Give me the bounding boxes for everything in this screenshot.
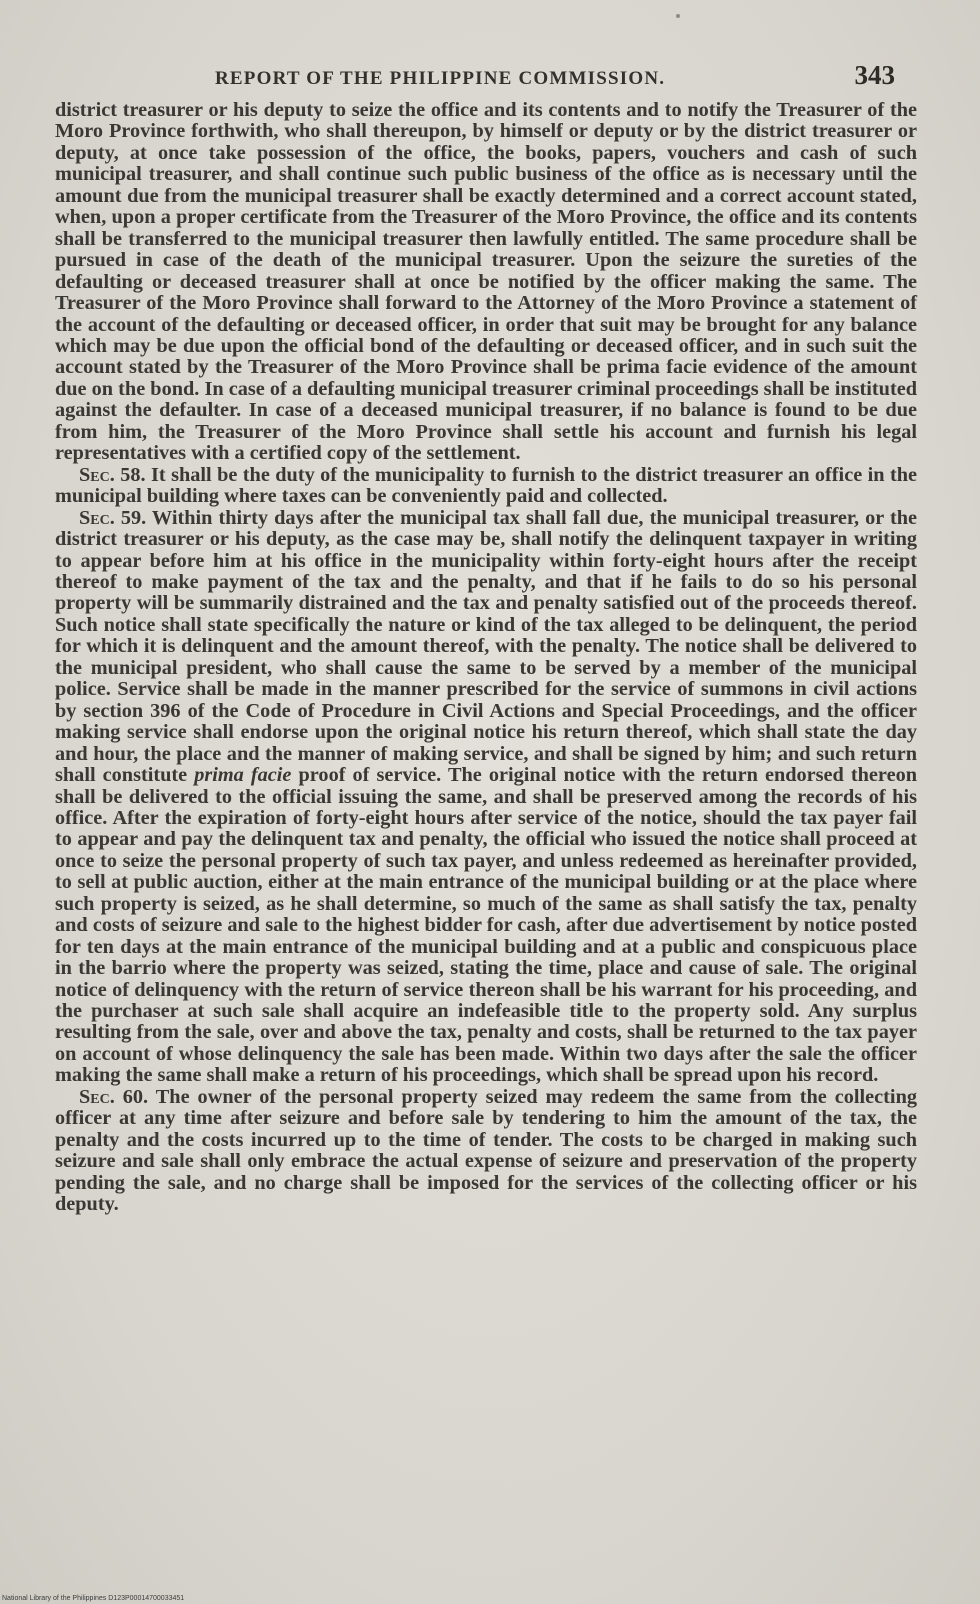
section-59 [55, 508, 917, 1087]
page-number: 343 [854, 60, 895, 90]
section-label: Sec. 59. [79, 506, 147, 529]
body-text [55, 100, 917, 1216]
library-credit: National Library of the Philippines [2, 1595, 107, 1602]
section-60 [55, 1087, 917, 1216]
section-label: Sec. 58. [79, 463, 146, 486]
section-text: proof of service. The original notice with the return endorsed thereon shall be delivered to the official issuing the same, and shall be preserved among the records of his office. After the expiration of forty-eight hours after service of the notice, should the tax payer fail to appear and pay the delinquent tax and penalty, the official who issued the notice shall proceed at once to seize the personal property of such tax payer, and unless redeemed as hereinafter provided, to sell at public auction, either at the main entrance of the municipal building or at the place where such property is seized, as he shall determine, so much of the same as shall satisfy the tax, penalty and costs of seizure and sale to the highest bidder for cash, after due advertisement by notice posted for ten days at the main entrance of the municipal building and at a public and conspicuous place in the barrio where the property was seized, stating the time, place and cause of sale. The original notice of delinquency with the return of service thereon shall be his warrant for his proceeding, and the purchaser at such sale shall acquire an indefeasible title to the property sold. Any surplus resulting from the sale, over and above the tax, penalty and costs, shall be returned to the tax payer on account of whose delinquency the sale has been made. Within two days after the sale the officer making the same shall make a return of his proceedings, which shall be spread upon his record. [55, 764, 917, 1087]
section-text: Within thirty days after the municipal tax shall fall due, the municipal treasurer, or the district treasurer or his deputy, as the case may be, shall notify the delinquent taxpayer in writing to appear before him at his office in the municipality within forty-eight hours after the receipt thereof to make payment of the tax and the penalty, and that if he fails to do so his personal property will be summarily distrained and the tax and penalty satisfied out of the proceeds thereof. Such notice shall state specifically the nature or kind of the tax alleged to be delinquent, the period for which it is delinquent and the amount thereof, with the penalty. The notice shall be delivered to the municipal president, who shall cause the same to be served by a member of the municipal police. Service shall be made in the manner prescribed for the service of summons in civil actions by section 396 of the Code of Procedure in Civil Actions and Special Proceedings, and the officer making service shall endorse upon the original notice his return thereof, which shall state the day and hour, the place and the manner of making service, and shall be signed by him; and such return shall constitute [55, 506, 917, 787]
running-head: REPORT OF THE PHILIPPINE COMMISSION. [215, 68, 666, 89]
section-58 [55, 465, 917, 508]
page-header [215, 60, 895, 94]
italic-term: prima facie [194, 764, 292, 787]
section-text: The owner of the personal property seized may redeem the same from the collecting officer at any time after seizure and before sale by tendering to him the amount of the tax, the penalty and the costs incurred up to the time of tender. The costs to be charged in making such seizure and sale shall only embrace the actual expense of seizure and preservation of the property pending the sale, and no charge shall be imposed for the services of the collecting officer or his deputy. [55, 1085, 917, 1216]
section-text: It shall be the duty of the municipality to furnish to the district treasurer an office in the municipal building where taxes can be conveniently paid and collected. [55, 463, 917, 508]
paragraph-continued: district treasurer or his deputy to seize the office and its contents and to notify the Treasurer of the Moro Province forthwith, who shall thereupon, by himself or deputy or by the district treasurer or deputy, at once take possession of the office, the books, papers, vouchers and cash of such municipal treasurer, and shall continue such public business of the office as is necessary until the amount due from the municipal treasurer shall be exactly determined and a correct account stated, when, upon a proper certificate from the Treasurer of the Moro Province, the office and its contents shall be transferred to the municipal treasurer then lawfully entitled. The same procedure shall be pursued in case of the death of the municipal treasurer. Upon the seizure the sureties of the defaulting or deceased treasurer shall at once be notified by the officer making the same. The Treasurer of the Moro Province shall forward to the Attorney of the Moro Province a statement of the account of the defaulting or deceased officer, in order that suit may be brought for any balance which may be due upon the official bond of the defaulting or deceased officer, and in such suit the account stated by the Treasurer of the Moro Province shall be prima facie evidence of the amount due on the bond. In case of a defaulting municipal treasurer criminal proceedings shall be instituted against the defaulter. In case of a deceased municipal treasurer, if no balance is found to be due from him, the Treasurer of the Moro Province shall settle his account and furnish his legal representatives with a certified copy of the settlement. [55, 99, 917, 465]
scan-code: D123P00014700033451 [108, 1595, 185, 1602]
scan-footer [2, 1595, 184, 1602]
section-label: Sec. 60. [79, 1085, 149, 1108]
print-speck [676, 14, 680, 18]
